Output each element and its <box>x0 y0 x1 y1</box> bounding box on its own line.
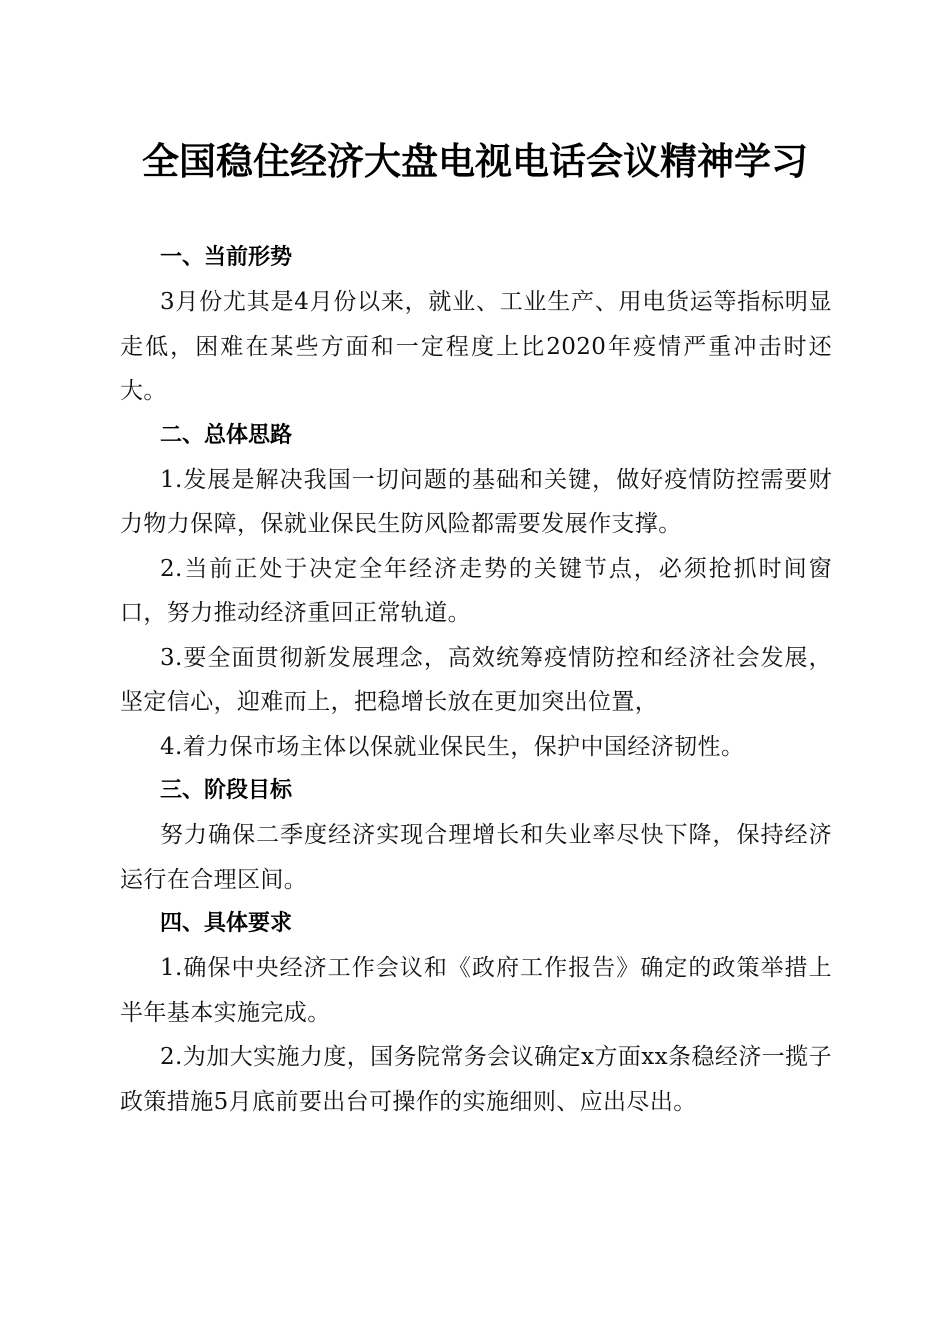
paragraph: 4.着力保市场主体以保就业保民生，保护中国经济韧性。 <box>160 733 745 760</box>
paragraph: 1.确保中央经济工作会议和《政府工作报告》确定的政策举措上半年基本实施完成。 <box>120 955 832 1026</box>
section-heading: 二、总体思路 <box>160 422 293 448</box>
section-current-situation <box>120 236 832 414</box>
paragraph: 2.为加大实施力度，国务院常务会议确定x方面xx条稳经济一揽子政策措施5月底前要出台可操作的实施细则、应出尽出。 <box>120 1044 832 1115</box>
section-heading: 三、阶段目标 <box>160 778 293 803</box>
paragraph: 3.要全面贯彻新发展理念，高效统筹疫情防控和经济社会发展，坚定信心，迎难而上，把稳增长放在更加突出位置， <box>120 644 832 715</box>
section-heading: 四、具体要求 <box>160 911 293 936</box>
section-overall-approach <box>120 414 832 770</box>
paragraph: 努力确保二季度经济实现合理增长和失业率尽快下降，保持经济运行在合理区间。 <box>120 822 832 893</box>
section-stage-goals <box>120 769 832 902</box>
document-title: 全国稳住经济大盘电视电话会议精神学习 <box>142 139 808 183</box>
section-heading: 一、当前形势 <box>160 245 293 270</box>
paragraph: 1.发展是解决我国一切问题的基础和关键，做好疫情防控需要财力物力保障，保就业保民生防风险都需要发展作支撑。 <box>120 466 832 537</box>
paragraph: 3月份尤其是4月份以来，就业、工业生产、用电货运等指标明显走低，困难在某些方面和一定程度上比2020年疫情严重冲击时还大。 <box>120 289 832 404</box>
document-body <box>120 236 832 1124</box>
section-specific-requirements <box>120 902 832 1124</box>
paragraph: 2.当前正处于决定全年经济走势的关键节点，必须抢抓时间窗口，努力推动经济重回正常轨道。 <box>120 555 832 626</box>
